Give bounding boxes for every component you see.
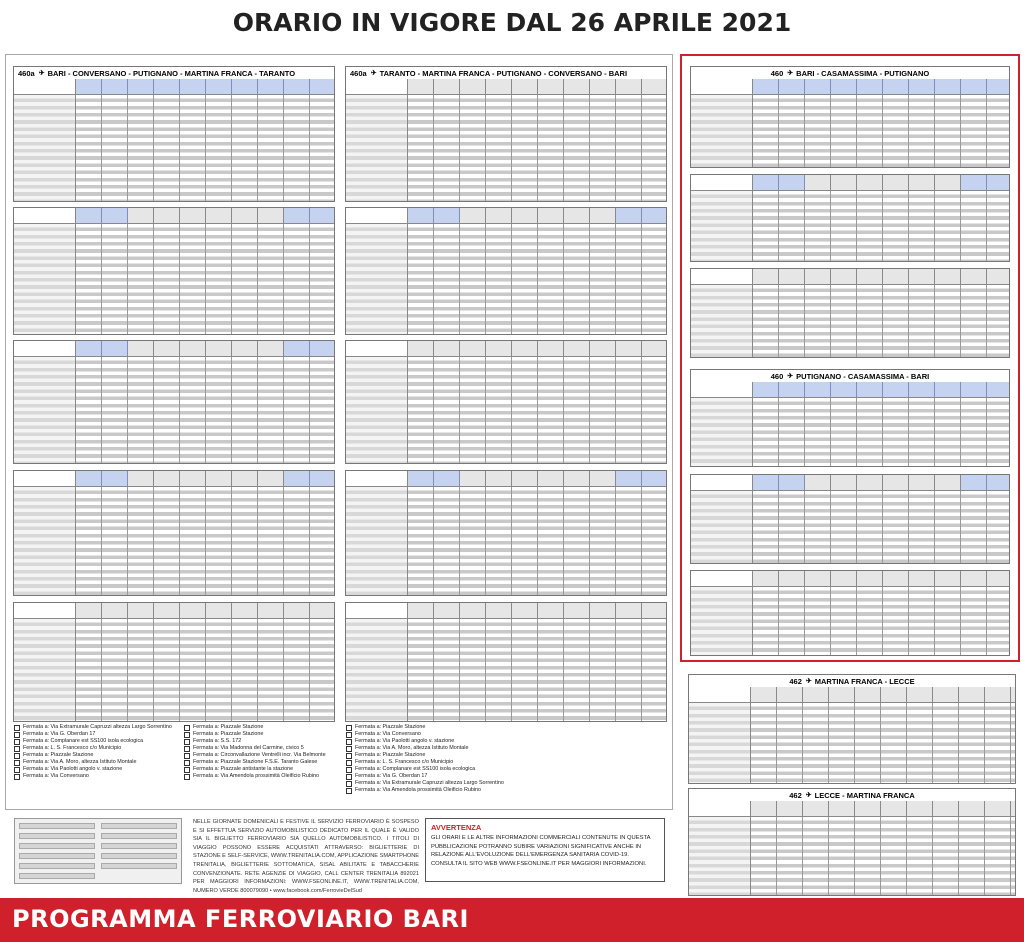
timetable-460-out-1 <box>690 66 1010 168</box>
timetable-460a-ret-1 <box>345 66 667 202</box>
legend-marker-icon <box>346 725 352 731</box>
legend-marker-icon <box>346 781 352 787</box>
legend-item: Fermata a: Via G. Oberdan 17 <box>346 773 666 780</box>
train-number-row <box>408 471 666 487</box>
train-number-row <box>753 175 1009 191</box>
header-stop-cell <box>689 687 751 703</box>
train-number-row <box>753 571 1009 587</box>
train-number-row <box>76 603 334 619</box>
timetable-header <box>689 675 1015 687</box>
route-name: TARANTO - MARTINA FRANCA - PUTIGNANO - CONVERSANO - BARI <box>379 68 628 78</box>
stop-names-column <box>14 487 76 595</box>
legend-marker-icon <box>346 753 352 759</box>
timetable-header <box>691 67 1009 79</box>
key-row <box>19 823 95 829</box>
stop-names-column <box>346 619 408 721</box>
legend-item: Fermata a: Piazzale Stazione F.S.E. Taranto Galese <box>184 759 504 766</box>
legend-marker-icon <box>346 732 352 738</box>
timetable-460a-out-1 <box>13 66 335 202</box>
header-stop-cell <box>14 79 76 95</box>
header-stop-cell <box>346 341 408 357</box>
legend-marker-icon <box>184 774 190 780</box>
timetable-frame-460a <box>5 54 673 810</box>
stop-names-column <box>346 95 408 201</box>
time-columns <box>408 619 666 721</box>
route-code: 460 <box>770 68 784 78</box>
legend-marker-icon <box>14 774 20 780</box>
timetable-rows <box>691 491 1009 563</box>
train-number-row <box>751 687 1015 703</box>
legend-item: Fermata a: Complanare est SS100 isola ecologica <box>346 766 666 773</box>
stop-names-column <box>691 285 753 357</box>
timetable-460-out-2 <box>690 174 1010 262</box>
legend-marker-icon <box>14 746 20 752</box>
timetable-rows <box>689 817 1015 895</box>
train-number-row <box>408 341 666 357</box>
legend-marker-icon <box>14 725 20 731</box>
timetable-460a-ret-2 <box>345 207 667 335</box>
stop-names-column <box>346 357 408 463</box>
route-name: LECCE - MARTINA FRANCA <box>814 790 915 800</box>
time-columns <box>751 703 1015 783</box>
legend-marker-icon <box>184 732 190 738</box>
train-number-row <box>753 382 1009 398</box>
timetable-460a-out-2 <box>13 207 335 335</box>
legend-marker-icon <box>346 746 352 752</box>
page-title: ORARIO IN VIGORE DAL 26 APRILE 2021 <box>232 8 792 37</box>
timetable-462-ret <box>688 788 1016 896</box>
header-stop-cell <box>346 79 408 95</box>
stop-names-column <box>691 95 753 167</box>
key-row <box>19 873 95 879</box>
stop-names-column <box>691 587 753 655</box>
legend-marker-icon <box>346 774 352 780</box>
advisory-box <box>425 818 665 882</box>
legend-marker-icon <box>184 739 190 745</box>
legend-item: Fermata a: Via Extramurale Capruzzi altezza Largo Sorrentino <box>346 780 666 787</box>
bus-icon: ✈ <box>787 70 794 77</box>
time-columns <box>753 95 1009 167</box>
timetable-rows <box>14 487 334 595</box>
route-code: 460a <box>350 68 367 78</box>
train-number-row <box>76 208 334 224</box>
timetable-rows <box>346 224 666 334</box>
stop-names-column <box>14 619 76 721</box>
route-name: BARI - CONVERSANO - PUTIGNANO - MARTINA FRANCA - TARANTO <box>47 68 296 78</box>
stop-names-column <box>14 95 76 201</box>
timetable-462-out <box>688 674 1016 784</box>
key-row <box>101 823 177 829</box>
timetable-rows <box>689 703 1015 783</box>
timetable-rows <box>691 285 1009 357</box>
legend-item: Fermata a: L. S. Francesco c/o Municipio <box>14 745 334 752</box>
header-stop-cell <box>14 341 76 357</box>
legend-item: Fermata a: Via A. Moro, altezza Istituto Montale <box>346 745 666 752</box>
train-number-row <box>408 208 666 224</box>
legend-marker-icon <box>184 753 190 759</box>
legend-item: Fermata a: Via Paolotti angolo v. stazione <box>346 738 666 745</box>
timetable-460-ret-3 <box>690 570 1010 656</box>
legend-item: Fermata a: Via Amendola prossimità Oleificio Rubino <box>184 773 504 780</box>
legend-item: Fermata a: Piazzale Stazione <box>184 731 504 738</box>
stop-names-column <box>691 491 753 563</box>
ticket-info-text: NELLE GIORNATE DOMENICALI E FESTIVE IL SERVIZIO FERROVIARIO È SOSPESO E SI EFFETTUA SERVIZIO AUTOMOBILISTICO DEDICATO PER IL QUALE È VALIDO SIA IL BIGLIETTO FERROVIARIO SIA QUELLO AUTOMOBILISTICO. I TITOLI DI VIAGGIO POSSONO ESSERE ACQUISTATI ATTRAVERSO: BIGLIETTERIE DI STAZIONE E SELF-SERVICE, WWW.TRENITALIA.COM, APPLICAZIONE SMARTPHONE TRENITALIA, BIGLIETTERIE SOTTOMATICA, SISAL ABILITATE E TABACCHERIE CONVENZIONATE. RETE AGENZIE DI VIAGGIO, CALL CENTER TRENITALIA 892021 PER MAGGIORI INFORMAZIONI: WWW.FSEONLINE.IT, WWW.TRENITALIA.COM, NUMERO VERDE 800079090 • www.facebook.com/FerrovieDelSud <box>193 819 419 894</box>
legend-item: Fermata a: Complanare est SS100 isola ecologica <box>14 738 334 745</box>
legend-marker-icon <box>14 739 20 745</box>
timetable-header <box>689 789 1015 801</box>
legend-marker-icon <box>346 788 352 794</box>
legend-marker-icon <box>14 760 20 766</box>
header-stop-cell <box>691 571 753 587</box>
key-row <box>101 843 177 849</box>
timetable-460a-out-5 <box>13 602 335 722</box>
time-columns <box>753 491 1009 563</box>
train-number-row <box>408 79 666 95</box>
route-name: MARTINA FRANCA - LECCE <box>814 676 915 686</box>
header-stop-cell <box>691 269 753 285</box>
timetable-rows <box>14 224 334 334</box>
route-code: 460 <box>770 371 784 381</box>
time-columns <box>408 487 666 595</box>
legend-marker-icon <box>184 725 190 731</box>
timetable-rows <box>346 487 666 595</box>
bus-icon: ✈ <box>805 678 812 685</box>
time-columns <box>76 487 334 595</box>
timetable-460a-ret-5 <box>345 602 667 722</box>
bus-icon: ✈ <box>805 792 812 799</box>
legend-marker-icon <box>346 767 352 773</box>
header-stop-cell <box>691 475 753 491</box>
bus-icon: ✈ <box>370 70 377 77</box>
key-row <box>19 833 95 839</box>
route-code: 460a <box>18 68 35 78</box>
bus-icon: ✈ <box>787 373 794 380</box>
legend-marker-icon <box>346 760 352 766</box>
timetable-460a-out-4 <box>13 470 335 596</box>
route-name: PUTIGNANO - CASAMASSIMA - BARI <box>796 371 930 381</box>
legend-marker-icon <box>184 746 190 752</box>
train-number-row <box>751 801 1015 817</box>
timetable-460a-out-3 <box>13 340 335 464</box>
legend-item: Fermata a: Via Paolotti angolo v. stazione <box>14 766 334 773</box>
train-number-row <box>753 475 1009 491</box>
stop-names-column <box>14 224 76 334</box>
timetable-460a-ret-4 <box>345 470 667 596</box>
legend-item: Fermata a: Via G. Oberdan 17 <box>14 731 334 738</box>
legend-marker-icon <box>184 767 190 773</box>
key-row <box>101 833 177 839</box>
stop-names-column <box>346 487 408 595</box>
legend-item: Fermata a: Piazzale Stazione <box>14 752 334 759</box>
header-stop-cell <box>14 208 76 224</box>
timetable-rows <box>346 95 666 201</box>
legend-item: Fermata a: Via Conversano <box>14 773 334 780</box>
header-stop-cell <box>691 382 753 398</box>
timetable-frame-462 <box>680 670 1020 898</box>
stop-names-column <box>691 398 753 466</box>
advisory-body: GLI ORARI E LE ALTRE INFORMAZIONI COMMERCIALI CONTENUTE IN QUESTA PUBBLICAZIONE POTRANNO SUBIRE VARIAZIONI SIGNIFICATIVE ANCHE IN RELAZIONE ALL'EVOLUZIONE DELL'EMERGENZA SANITARIA COVID-19. CONSULTA IL SITO WEB WWW.FSEONLINE.IT PER MAGGIORI INFORMAZIONI. <box>431 835 651 867</box>
legend-marker-icon <box>14 732 20 738</box>
timetable-header <box>14 67 334 79</box>
timetable-460-out-3 <box>690 268 1010 358</box>
stop-names-column <box>14 357 76 463</box>
timetable-rows <box>14 357 334 463</box>
legend-item: Fermata a: Piazzale antistante la stazione <box>184 766 504 773</box>
legend-item: Fermata a: L. S. Francesco c/o Municipio <box>346 759 666 766</box>
time-columns <box>753 587 1009 655</box>
timetable-frame-460 <box>680 54 1020 662</box>
advisory-title: AVVERTENZA <box>431 823 482 832</box>
route-name: BARI - CASAMASSIMA - PUTIGNANO <box>796 68 930 78</box>
footer-title: PROGRAMMA FERROVIARIO BARI <box>12 905 469 933</box>
legend-item: Fermata a: Via Amendola prossimità Oleificio Rubino <box>346 787 666 794</box>
train-number-row <box>76 79 334 95</box>
legend-item: Fermata a: Via Extramurale Capruzzi altezza Largo Sorrentino <box>14 724 334 731</box>
timetable-header <box>346 67 666 79</box>
legend-item: Fermata a: S.S. 172 <box>184 738 504 745</box>
header-stop-cell <box>691 79 753 95</box>
header-stop-cell <box>691 175 753 191</box>
legend-item: Fermata a: Via Conversano <box>346 731 666 738</box>
stop-names-column <box>689 817 751 895</box>
header-stop-cell <box>14 603 76 619</box>
key-row <box>101 863 177 869</box>
time-columns <box>408 357 666 463</box>
timetable-460a-ret-3 <box>345 340 667 464</box>
time-columns <box>753 285 1009 357</box>
header-stop-cell <box>346 471 408 487</box>
legend-item: Fermata a: Piazzale Stazione <box>346 724 666 731</box>
symbol-key-box <box>14 818 182 884</box>
legend-item: Fermata a: Via A. Moro, altezza Istituto Montale <box>14 759 334 766</box>
time-columns <box>76 357 334 463</box>
bus-icon: ✈ <box>38 70 45 77</box>
timetable-rows <box>346 619 666 721</box>
header-stop-cell <box>346 603 408 619</box>
legend-item: Fermata a: Circonvallazione Ventrelli incr. Via Belmonte <box>184 752 504 759</box>
timetable-rows <box>691 191 1009 261</box>
stop-legend-right <box>346 724 666 794</box>
timetable-rows <box>691 95 1009 167</box>
time-columns <box>753 398 1009 466</box>
key-row <box>101 853 177 859</box>
legend-item: Fermata a: Piazzale Stazione <box>346 752 666 759</box>
footer-band <box>0 898 1024 942</box>
timetable-rows <box>14 619 334 721</box>
key-row <box>19 863 95 869</box>
train-number-row <box>76 471 334 487</box>
legend-marker-icon <box>14 753 20 759</box>
header-stop-cell <box>346 208 408 224</box>
route-code: 462 <box>789 676 802 686</box>
header-stop-cell <box>689 801 751 817</box>
time-columns <box>76 619 334 721</box>
stop-names-column <box>346 224 408 334</box>
legend-marker-icon <box>14 767 20 773</box>
legend-marker-icon <box>184 760 190 766</box>
time-columns <box>76 95 334 201</box>
timetable-rows <box>346 357 666 463</box>
key-row <box>19 843 95 849</box>
train-number-row <box>753 269 1009 285</box>
timetable-header <box>691 370 1009 382</box>
time-columns <box>408 224 666 334</box>
train-number-row <box>76 341 334 357</box>
time-columns <box>76 224 334 334</box>
legend-marker-icon <box>346 739 352 745</box>
time-columns <box>753 191 1009 261</box>
legend-item: Fermata a: Via Madonna del Carmine, civico 5 <box>184 745 504 752</box>
key-row <box>19 853 95 859</box>
train-number-row <box>753 79 1009 95</box>
legend-item: Fermata a: Piazzale Stazione <box>184 724 504 731</box>
time-columns <box>751 817 1015 895</box>
timetable-rows <box>691 587 1009 655</box>
timetable-460-ret-2 <box>690 474 1010 564</box>
time-columns <box>408 95 666 201</box>
header-stop-cell <box>14 471 76 487</box>
route-code: 462 <box>789 790 802 800</box>
stop-names-column <box>691 191 753 261</box>
timetable-rows <box>691 398 1009 466</box>
stop-names-column <box>689 703 751 783</box>
timetable-rows <box>14 95 334 201</box>
timetable-460-ret-1 <box>690 369 1010 467</box>
train-number-row <box>408 603 666 619</box>
